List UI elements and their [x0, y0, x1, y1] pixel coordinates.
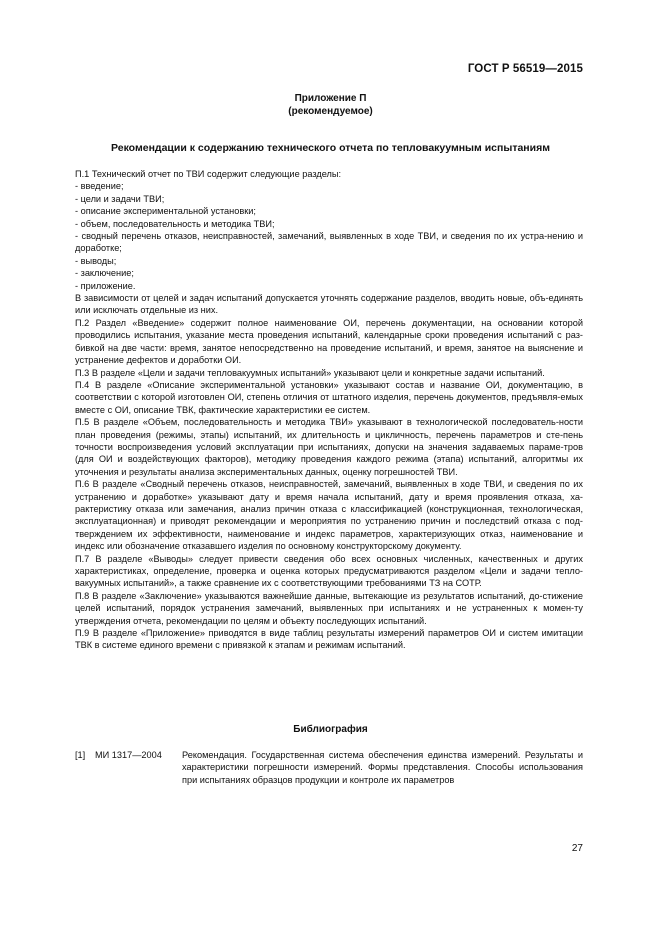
paragraph: П.7 В разделе «Выводы» следует привести сведения обо всех основных численных, качественных и других характеристиках, определение, проверка и оценка которых предусматриваются разделом «Цели и задачи тепло-вакуумных испытаний», а также сравнение их с соответствующими требованиями ТЗ на СОТР. [75, 553, 583, 589]
bibliography-text: Рекомендация. Государственная система обеспечения единства измерений. Результаты и характеристики погрешности измерений. Формы представления. Способы использования при испытаниях образцов продукции и контроле их параметров [182, 750, 583, 785]
paragraph: В зависимости от целей и задач испытаний допускается уточнять содержание разделов, вводить новые, объ-единять или исключать отдельные из них. [75, 293, 583, 316]
paragraph: П.5 В разделе «Объем, последовательность и методика ТВИ» указывают в технологической последователь-ности план проведения (режимы, этапы) испытаний, их длительность и цикличность, перечень параметров и сте-пень точности воспроизведения условий эксплуатации при испытаниях, допуски на значения задаваемых параме-тров (для ОИ и воздействующих факторов), методику проведения каждого режима (этапа) испытаний, алгоритмы их уточнения и результаты анализа экспериментальных данных, оценку погрешностей ТВИ. [75, 417, 583, 477]
bibliography-heading: Библиография [293, 724, 368, 735]
appendix-subtitle: (рекомендуемое) [288, 105, 373, 117]
paragraph: П.6 В разделе «Сводный перечень отказов, неисправностей, замечаний, выявленных в ходе ТВИ, и сведения по их устранению и доработке» указывают дату и время начала испытаний, дату и время проявления отказа, ха-рактеристику отказа или замечания, анализ причин отказа с классификацией (конструкционная, технологическая, эксплуатационная) и приводят рекомендации и мероприятия по устранению причин и последствий отказа с под-тверждением их эффективности, наименование и индекс параметров, характеризующих отказ, наименование и индекс или обозначение отказавшего изделия по основному конструкторскому документу. [75, 479, 583, 552]
body-text [75, 168, 583, 652]
paragraph: П.1 Технический отчет по ТВИ содержит следующие разделы: [75, 169, 342, 179]
list-item: - заключение; [75, 268, 134, 279]
appendix-title-block [0, 93, 661, 118]
appendix-title: Приложение П [294, 93, 367, 104]
paragraph: П.8 В разделе «Заключение» указываются важнейшие данные, вытекающие из результатов испытаний, до-стижение целей испытаний, порядок устранения замечаний, выявленных при испытаниях и не устраненных к момен-ту утверждения отчета, рекомендации по целям и объекту последующих испытаний. [75, 590, 583, 626]
paragraph: П.2 Раздел «Введение» содержит полное наименование ОИ, перечень документации, на основании которой проводились испытания, указание места проведения испытаний, календарные сроки проведения испытаний с раз-бивкой на две части: время, занятое непосредственно на проведение испытаний, и время, занятое на выяснение и устранение дефектов и доработки ОИ. [75, 317, 583, 366]
list-item: - введение; [75, 181, 124, 192]
paragraph: П.9 В разделе «Приложение» приводятся в виде таблиц результаты измерений параметров ОИ и систем имитации ТВК в системе единого времени с привязкой к этапам и режимам испытаний. [75, 628, 583, 651]
page-number: 27 [571, 843, 583, 854]
paragraph: П.4 В разделе «Описание экспериментальной установки» указывают состав и название ОИ, документацию, в соответствии с которой изготовлен ОИ, степень отличия от штатного изделия, перечень документов, предъявля-емых вместе с ОИ, описание ТВК, фактические характеристики ее систем. [75, 379, 583, 415]
bibliography-number: [1] [75, 750, 86, 760]
list-item: - описание экспериментальной установки; [75, 206, 256, 217]
list-item: - сводный перечень отказов, неисправностей, замечаний, выявленных в ходе ТВИ, и сведения по их устра-нению и доработке; [75, 231, 583, 254]
list-item: - цели и задачи ТВИ; [75, 193, 165, 204]
list-item: - выводы; [75, 255, 117, 266]
section-heading: Рекомендации к содержанию технического отчета по тепловакуумным испытаниям [110, 142, 550, 154]
bibliography-code: МИ 1317—2004 [95, 750, 162, 760]
list-item: - объем, последовательность и методика ТВИ; [75, 218, 275, 229]
standard-code: ГОСТ Р 56519—2015 [467, 63, 583, 75]
list-item: - приложение. [75, 280, 136, 291]
paragraph: П.3 В разделе «Цели и задачи тепловакуумных испытаний» указывают цели и конкретные задачи испытаний. [75, 367, 545, 378]
